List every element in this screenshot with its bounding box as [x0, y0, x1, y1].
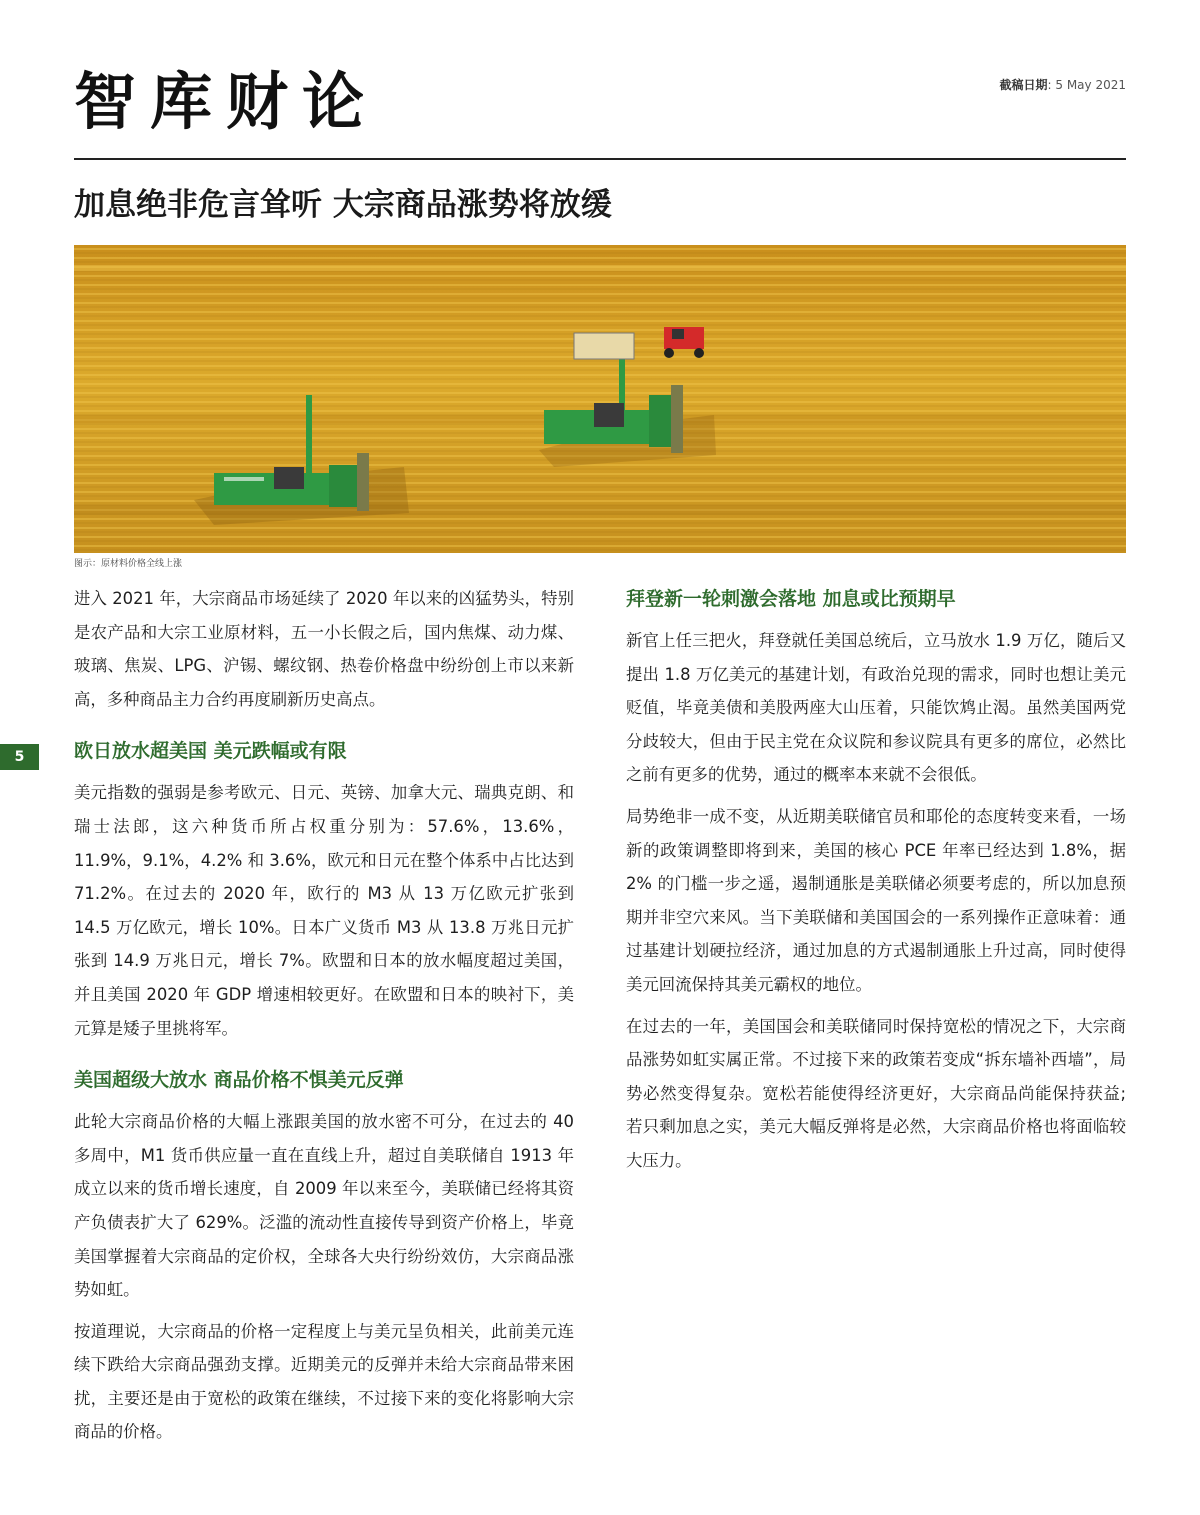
section-us-stimulus-paragraph-1: 此轮大宗商品价格的大幅上涨跟美国的放水密不可分，在过去的 40 多周中，M1 货币供应量一直在直线上升，超过自美联储自 1913 年成立以来的货币增长速度，自 2009 年以来至今，美联储已经将其资产负债表扩大了 629%。泛滥的流动性直接传导到资产价格上，毕竟美国掌握着大宗商品的定价权，全球各大央行纷纷效仿，大宗商品涨势如虹。 — [74, 1112, 574, 1300]
section-biden-paragraph-3: 在过去的一年，美国国会和美联储同时保持宽松的情况之下，大宗商品涨势如虹实属正常。不过接下来的政策若变成“拆东墙补西墙”，局势必然变得复杂。宽松若能使得经济更好，大宗商品尚能保持获益; 若只剩加息之实，美元大幅反弹将是必然，大宗商品价格也将面临较大压力。 — [626, 1016, 1126, 1170]
page-number-tab: 5 — [0, 744, 39, 770]
section-us-stimulus-paragraph-2: 按道理说，大宗商品的价格一定程度上与美元呈负相关，此前美元连续下跌给大宗商品强劲支撑。近期美元的反弹并未给大宗商品带来困扰，主要还是由于宽松的政策在继续，不过接下来的变化将影响大宗商品的价格。 — [74, 1321, 574, 1442]
date-separator: : — [1047, 78, 1052, 92]
harvest-field-illustration — [74, 245, 1126, 553]
left-column — [74, 582, 574, 1457]
section-biden-title: 拜登新一轮刺激会落地 加息或比预期早 — [626, 588, 956, 610]
date-value: 5 May 2021 — [1055, 78, 1126, 92]
section-us-stimulus-title: 美国超级大放水 商品价格不惧美元反弹 — [74, 1069, 404, 1092]
harvest-field-photo — [74, 245, 1126, 553]
section-euro-yen-paragraph: 美元指数的强弱是参考欧元、日元、英镑、加拿大元、瑞典克朗、和瑞士法郎，这六种货币所占权重分别为：57.6%，13.6%，11.9%，9.1%，4.2% 和 3.6%，欧元和日元在整个体系中占比达到 71.2%。在过去的 2020 年，欧行的 M3 从 13 万亿欧元扩张到 14.5 万亿欧元，增长 10%。日本广义货币 M3 从 13.8 万兆日元扩张到 14.9 万兆日元，增长 7%。欧盟和日本的放水幅度超过美国，并且美国 2020 年 GDP 增速相较更好。在欧盟和日本的映衬下，美元算是矮子里挑将军。 — [74, 783, 574, 1038]
section-euro-yen-title: 欧日放水超美国 美元跌幅或有限 — [74, 740, 347, 763]
masthead-title: 智库财论 — [74, 65, 379, 138]
issue-date — [999, 76, 1126, 93]
right-column — [626, 582, 1126, 1186]
image-caption: 图示：原材料价格全线上涨 — [74, 559, 183, 569]
date-label: 截稿日期 — [999, 78, 1048, 92]
article-headline: 加息绝非危言耸听 大宗商品涨势将放缓 — [74, 187, 612, 223]
header-divider — [74, 158, 1126, 160]
section-biden-paragraph-2: 局势绝非一成不变，从近期美联储官员和耶伦的态度转变来看，一场新的政策调整即将到来，美国的核心 PCE 年率已经达到 1.8%，据 2% 的门槛一步之遥，遏制通胀是美联储必须要考虑的，所以加息预期并非空穴来风。当下美联储和美国国会的一系列操作正意味着：通过基建计划硬拉经济，通过加息的方式遏制通胀上升过高，同时使得美元回流保持其美元霸权的地位。 — [626, 806, 1126, 994]
intro-paragraph: 进入 2021 年，大宗商品市场延续了 2020 年以来的凶猛势头，特别是农产品和大宗工业原材料，五一小长假之后，国内焦煤、动力煤、玻璃、焦炭、LPG、沪锡、螺纹钢、热卷价格盘中纷纷创上市以来新高，多种商品主力合约再度刷新历史高点。 — [74, 589, 574, 709]
section-biden-paragraph-1: 新官上任三把火，拜登就任美国总统后，立马放水 1.9 万亿，随后又提出 1.8 万亿美元的基建计划，有政治兑现的需求，同时也想让美元贬值，毕竟美债和美股两座大山压着，只能饮鸩止渴。虽然美国两党分歧较大，但由于民主党在众议院和参议院具有更多的席位，必然比之前有更多的优势，通过的概率本来就不会很低。 — [626, 631, 1126, 785]
